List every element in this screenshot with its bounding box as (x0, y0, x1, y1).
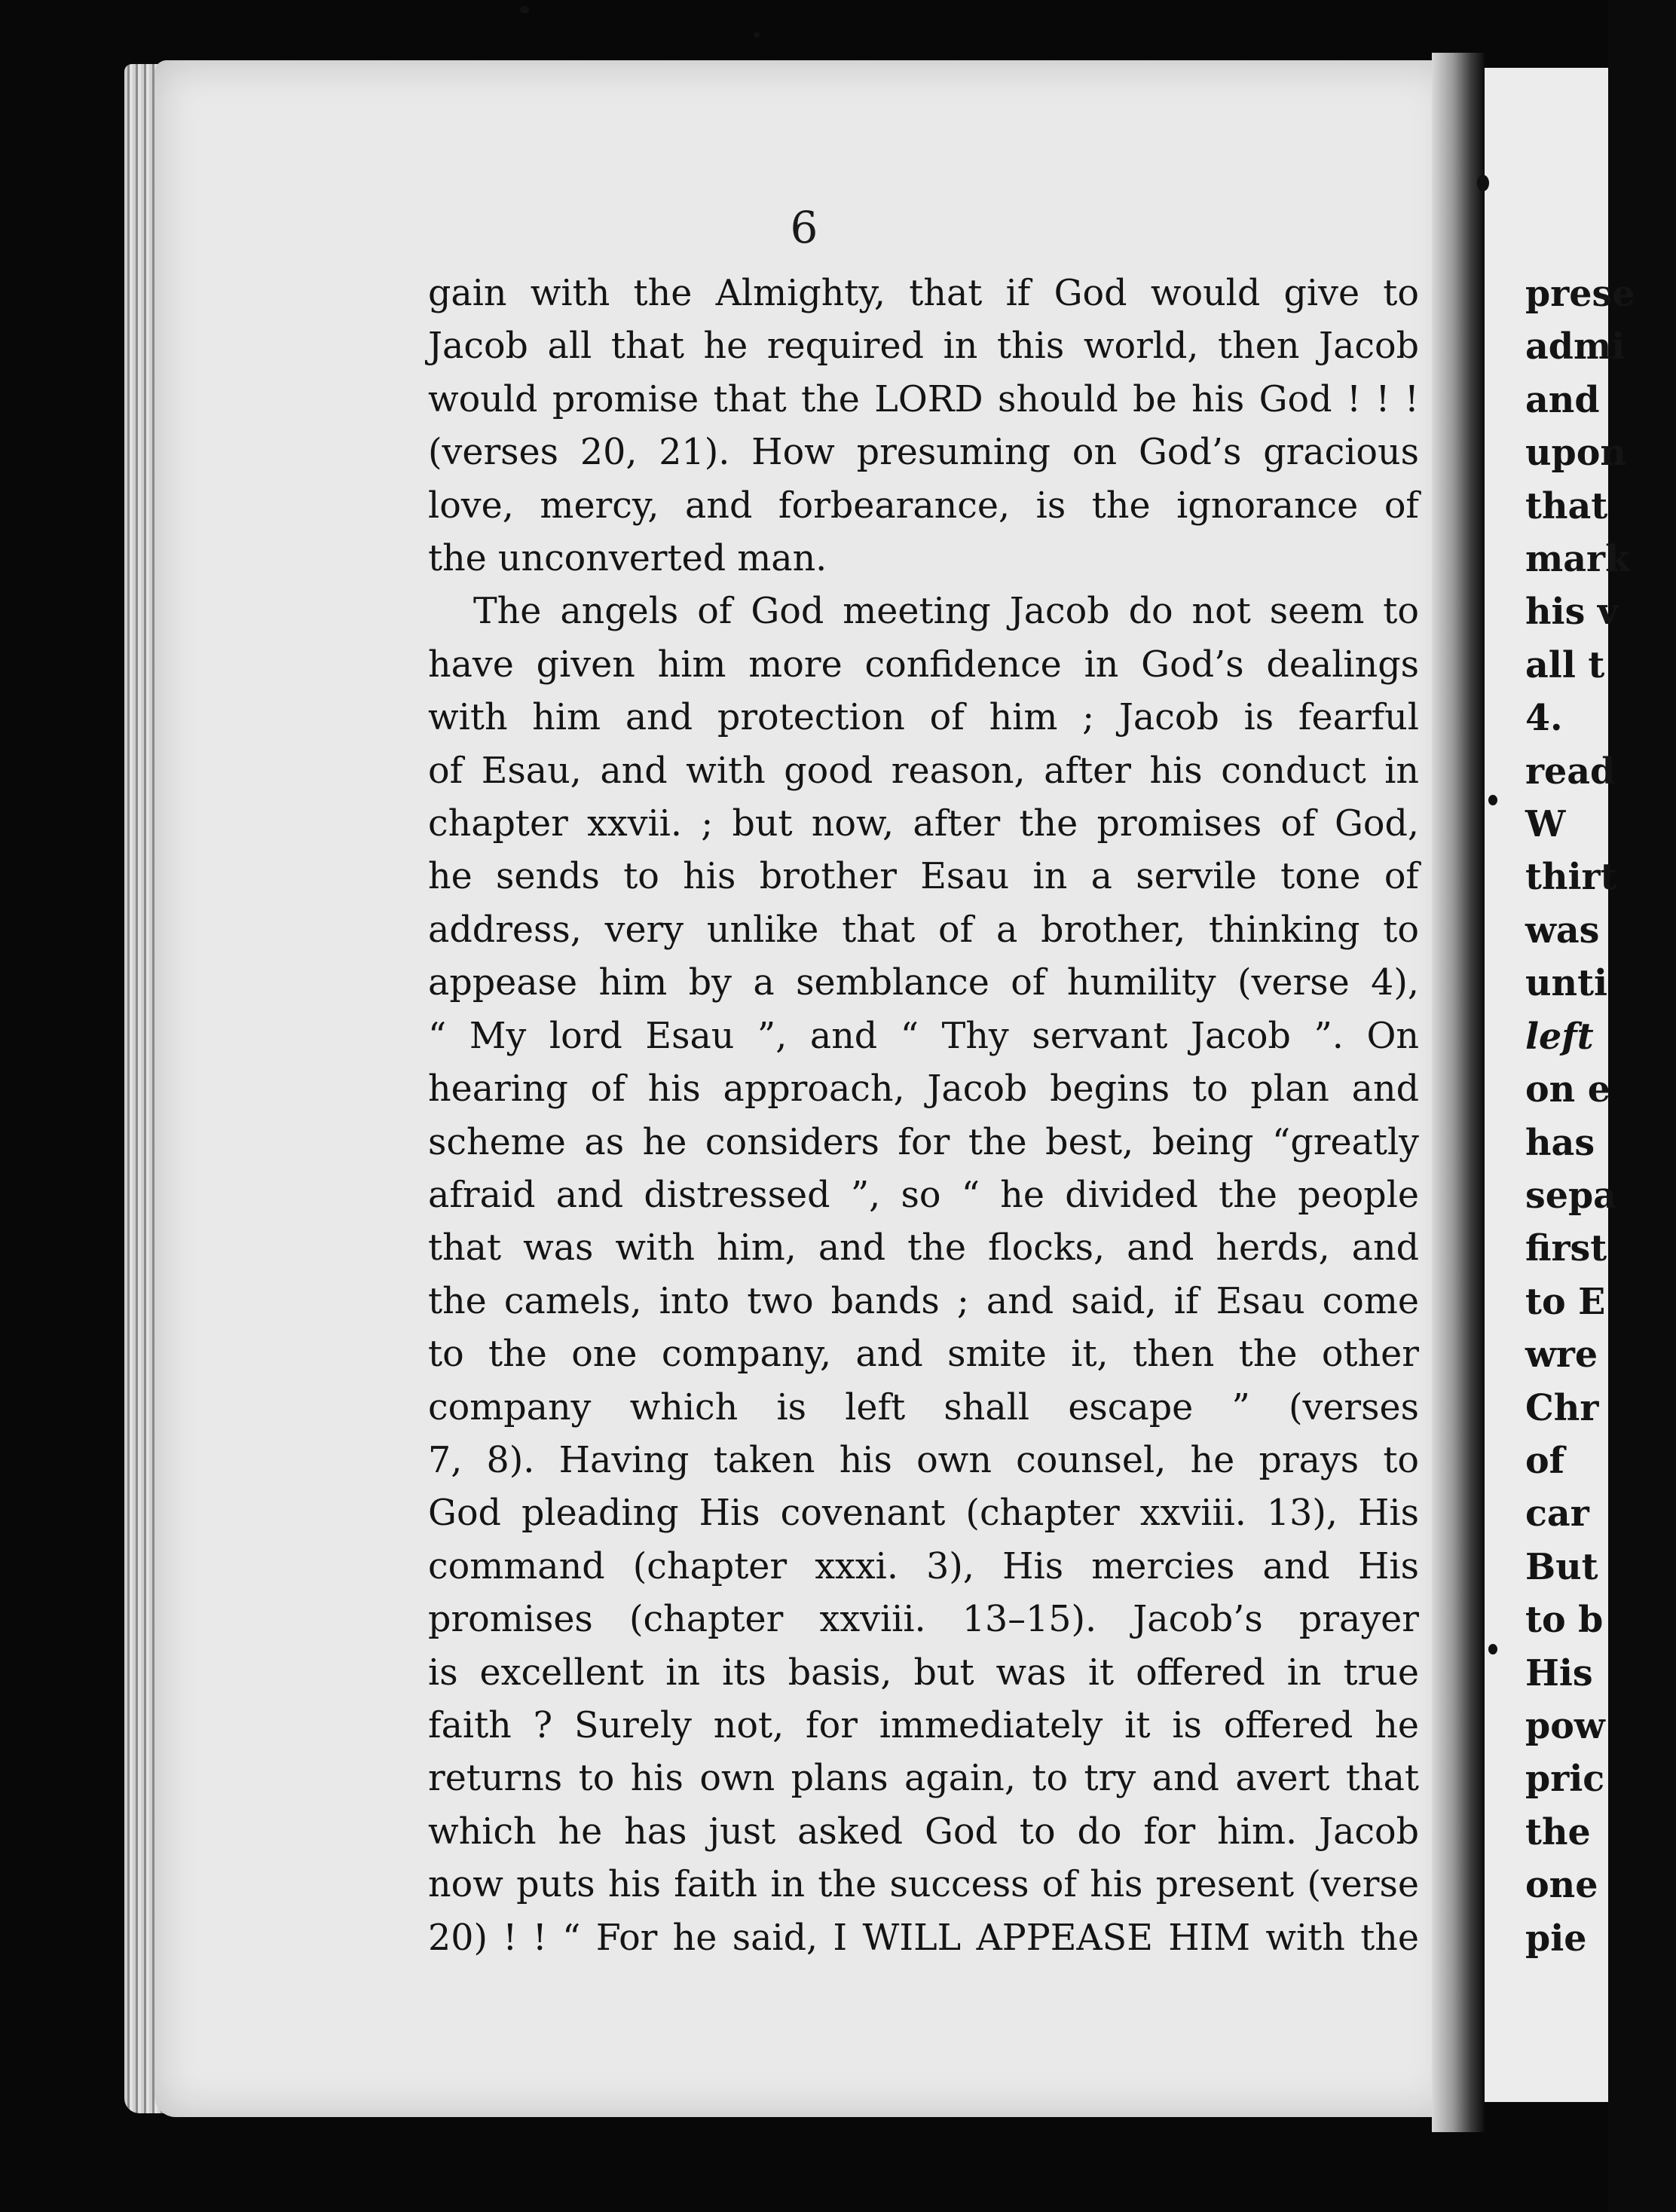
right-text-fragment: His (1525, 1651, 1593, 1694)
text-line: afraid and distressed ”, so “ he divided the people (428, 1174, 1419, 1216)
ink-speck (1477, 175, 1489, 191)
right-text-fragment: on e (1525, 1068, 1610, 1111)
right-page-text (1525, 267, 1676, 1965)
right-text-fragment: that (1525, 484, 1608, 527)
right-text-fragment: was (1525, 909, 1600, 952)
right-text-fragment: has (1525, 1121, 1595, 1164)
text-line: address, very unlike that of a brother, thinking to (428, 909, 1419, 951)
right-text-fragment: the (1525, 1810, 1591, 1853)
text-line: love, mercy, and forbearance, is the ignorance of (428, 484, 1419, 527)
text-line: (verses 20, 21). How presuming on God’s gracious (428, 432, 1419, 474)
ink-speck (1488, 795, 1497, 805)
text-line: is excellent in its basis, but was it offered in true (428, 1651, 1419, 1694)
text-line: “ My lord Esau ”, and “ Thy servant Jacob ”. On (428, 1015, 1419, 1057)
text-line: returns to his own plans again, to try and avert that (428, 1758, 1419, 1800)
right-text-fragment: all t (1525, 643, 1605, 686)
right-text-fragment: pow (1525, 1704, 1605, 1747)
right-text-fragment: his v (1525, 591, 1619, 634)
right-text-fragment: one (1525, 1864, 1598, 1907)
text-line: would promise that the LORD should be his God ! ! ! (428, 378, 1419, 420)
ink-speck (754, 32, 760, 38)
text-line: that was with him, and the flocks, and herds, and (428, 1227, 1419, 1269)
text-line: have given him more confidence in God’s dealings (428, 643, 1419, 686)
right-text-fragment: of (1525, 1439, 1565, 1482)
right-text-fragment: sepa (1525, 1174, 1616, 1217)
right-text-fragment: mark (1525, 538, 1630, 581)
text-line: hearing of his approach, Jacob begins to plan and (428, 1068, 1419, 1111)
right-text-fragment: car (1525, 1492, 1589, 1535)
text-line: 7, 8). Having taken his own counsel, he prays to (428, 1439, 1419, 1481)
text-line: with him and protection of him ; Jacob is fearful (428, 697, 1419, 739)
right-text-fragment: But (1525, 1545, 1598, 1588)
right-text-fragment: thirt (1525, 856, 1617, 899)
right-text-fragment: Chr (1525, 1386, 1599, 1429)
right-text-fragment: and (1525, 378, 1600, 421)
right-text-fragment: wre (1525, 1334, 1598, 1376)
text-line: Jacob all that he required in this world, then Jacob (428, 325, 1419, 368)
right-text-fragment: first (1525, 1227, 1607, 1270)
text-line: the unconverted man. (428, 538, 827, 580)
text-line: gain with the Almighty, that if God would give to (428, 273, 1419, 314)
right-text-fragment: admi (1525, 325, 1626, 368)
ink-speck (520, 6, 529, 14)
right-text-fragment: left (1525, 1015, 1594, 1058)
body-text (428, 267, 1419, 1965)
text-line: The angels of God meeting Jacob do not seem to (473, 591, 1419, 633)
right-text-fragment: W (1525, 803, 1566, 846)
right-text-fragment: to b (1525, 1599, 1604, 1642)
text-line: the camels, into two bands ; and said, if Esau come (428, 1280, 1419, 1322)
right-text-fragment: unti (1525, 962, 1608, 1005)
right-text-fragment: pric (1525, 1758, 1605, 1801)
text-line: to the one company, and smite it, then the other (428, 1334, 1419, 1376)
text-line: he sends to his brother Esau in a servile tone of (428, 856, 1419, 898)
right-text-fragment: upon (1525, 432, 1626, 475)
right-text-fragment: read (1525, 750, 1616, 793)
text-line: faith ? Surely not, for immediately it is offered he (428, 1704, 1419, 1746)
text-line: command (chapter xxxi. 3), His mercies and His (428, 1545, 1419, 1587)
right-text-fragment: prese (1525, 273, 1635, 315)
page-number: 6 (790, 202, 818, 253)
ink-speck (1488, 1644, 1497, 1654)
text-line: which he has just asked God to do for him. Jacob (428, 1810, 1419, 1853)
text-line: company which is left shall escape ” (verses (428, 1386, 1419, 1428)
text-line: God pleading His covenant (chapter xxviii. 13), His (428, 1492, 1419, 1535)
text-line: of Esau, and with good reason, after his conduct in (428, 750, 1419, 792)
text-line: now puts his faith in the success of his present (verse (428, 1864, 1419, 1906)
text-line: scheme as he considers for the best, being “greatly (428, 1121, 1419, 1163)
text-line: chapter xxvii. ; but now, after the promises of God, (428, 803, 1419, 845)
right-text-fragment: pie (1525, 1917, 1587, 1960)
book-gutter (1432, 53, 1485, 2132)
right-text-fragment: to E (1525, 1280, 1606, 1323)
text-line: appease him by a semblance of humility (verse 4), (428, 962, 1419, 1004)
text-line: promises (chapter xxviii. 13–15). Jacob’s prayer (428, 1599, 1419, 1641)
right-text-fragment: 4. (1525, 697, 1563, 740)
text-line: 20) ! ! “ For he said, I WILL APPEASE HIM with the (428, 1917, 1419, 1959)
